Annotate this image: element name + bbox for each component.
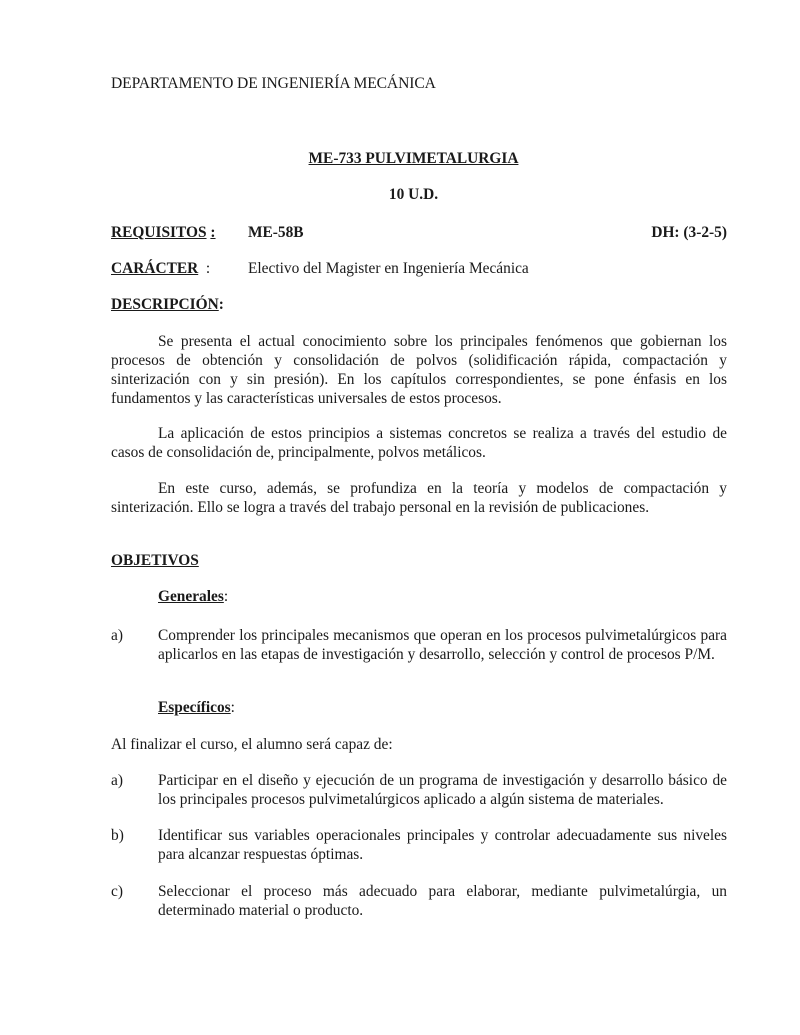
- list-marker: b): [111, 827, 124, 844]
- requirements-label-colon: :: [210, 224, 216, 241]
- general-heading-colon: :: [223, 588, 229, 605]
- list-marker: a): [111, 772, 123, 789]
- list-item-text: Comprender los principales mecanismos que operan en los procesos pulvimetalúrgicos para aplicarlos en las etapas de investigación y desarrollo, selección y control de procesos P/M.: [158, 627, 727, 663]
- character-label-text: CARÁCTER: [111, 260, 199, 277]
- list-item-text: Seleccionar el proceso más adecuado para elaborar, mediante pulvimetalúrgia, un determinado material o producto.: [158, 883, 727, 919]
- list-item: [111, 882, 727, 920]
- description-paragraph-text: La aplicación de estos principios a sistemas concretos se realiza a través del estudio de casos de consolidación de, principalmente, polvos metálicos.: [111, 425, 727, 461]
- list-marker: a): [111, 627, 123, 644]
- list-item-text: Identificar sus variables operacionales principales y controlar adecuadamente sus niveles para alcanzar respuestas óptimas.: [158, 827, 727, 863]
- list-item: [111, 771, 727, 809]
- requirements-label-text: REQUISITOS: [111, 224, 207, 241]
- description-paragraph-text: En este curso, además, se profundiza en la teoría y modelos de compactación y sinterización. Ello se logra a través del trabajo personal en la revisión de publicaciones.: [111, 480, 727, 516]
- specific-objectives-heading: [158, 698, 235, 717]
- dh-value: DH: (3-2-5): [651, 224, 727, 241]
- list-marker: c): [111, 883, 123, 900]
- description-paragraph: [111, 479, 727, 517]
- requirements-label: [111, 223, 216, 242]
- description-paragraph-text: Se presenta el actual conocimiento sobre los principales fenómenos que gobiernan los procesos de obtención y consolidación de polvos (solidificación rápida, compactación y sinterización con y sin presión). En los capítulos correspondientes, se pone énfasis en los fundamentos y las características universales de estos procesos.: [111, 333, 727, 407]
- department-header: DEPARTAMENTO DE INGENIERÍA MECÁNICA: [111, 75, 436, 92]
- character-label-colon: :: [205, 260, 211, 277]
- description-heading-text: DESCRIPCIÓN: [111, 296, 219, 313]
- requirements-value: ME-58B: [248, 224, 304, 241]
- objectives-heading: OBJETIVOS: [111, 552, 199, 569]
- description-heading: [111, 295, 224, 314]
- description-paragraph: [111, 332, 727, 408]
- course-title: ME-733 PULVIMETALURGIA: [308, 150, 519, 167]
- description-paragraph: [111, 424, 727, 462]
- character-label: [111, 259, 210, 278]
- general-heading-text: Generales: [158, 588, 224, 605]
- description-heading-colon: :: [218, 296, 224, 313]
- list-item: [111, 626, 727, 664]
- specific-heading-colon: :: [230, 699, 235, 716]
- list-item: [111, 826, 727, 864]
- specific-heading-text: Específicos: [158, 699, 231, 716]
- character-value: Electivo del Magister en Ingeniería Mecánica: [248, 260, 529, 277]
- specific-intro: Al finalizar el curso, el alumno será capaz de:: [111, 736, 393, 753]
- list-item-text: Participar en el diseño y ejecución de un programa de investigación y desarrollo básico de los principales procesos pulvimetalúrgicos aplicado a algún sistema de materiales.: [158, 772, 727, 808]
- general-objectives-heading: [158, 587, 228, 606]
- course-units: 10 U.D.: [388, 186, 439, 203]
